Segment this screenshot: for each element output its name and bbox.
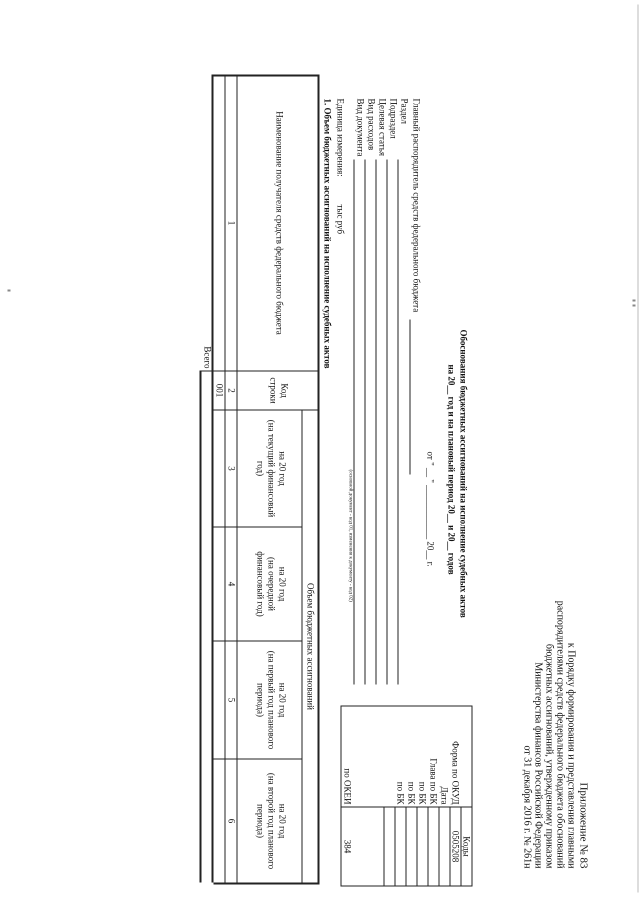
table-top-border bbox=[317, 75, 319, 883]
okud-label: Форма по ОКУД bbox=[450, 741, 460, 805]
total-row-line bbox=[200, 371, 213, 372]
codes-row-line bbox=[383, 807, 384, 886]
table-number-line bbox=[224, 75, 225, 883]
doctype-underline bbox=[353, 160, 354, 685]
col-name-header: Наименование получателя средств федерального бюджета bbox=[274, 111, 284, 335]
col-code-header: Код bbox=[279, 383, 289, 398]
row-code: 001 bbox=[214, 383, 224, 398]
col-year-header: финансовый год) bbox=[255, 551, 265, 617]
col-year-header: (на второй год планового bbox=[266, 772, 276, 870]
date-label: Дата bbox=[439, 786, 449, 805]
expense-underline bbox=[364, 160, 365, 685]
scan-speck bbox=[7, 290, 10, 292]
codes-row-line bbox=[394, 807, 395, 886]
col-year-header: периода) bbox=[255, 804, 265, 838]
document-title: Обоснования бюджетных ассигнований на исполнение судебных актов bbox=[458, 329, 468, 618]
table-header-line bbox=[236, 75, 237, 883]
table-right-border bbox=[213, 883, 319, 885]
expense-label: Вид расходов bbox=[366, 98, 376, 151]
col-year-header: на 20 год bbox=[277, 566, 287, 602]
appendix-line: от 31 декабря 2016 г. № 261н bbox=[521, 745, 532, 869]
total-label: Всего bbox=[202, 346, 212, 369]
unit-value: тыс руб bbox=[335, 204, 345, 235]
appendix-line: к Порядку формирования и представления главными bbox=[565, 642, 576, 869]
appendix-line: Министерства финансов Российской Федерации bbox=[532, 662, 543, 869]
col-year-header: на 20 год bbox=[277, 803, 287, 839]
col-number: 2 bbox=[226, 388, 236, 393]
okei-label: по ОКЕИ bbox=[342, 768, 352, 805]
codes-row-line bbox=[438, 807, 439, 886]
podrazdel-label: Подраздел bbox=[388, 98, 398, 139]
section-title: 1. Объем бюджетных ассигнований на исполнение судебных актов bbox=[322, 98, 332, 369]
target-label: Целевая статья bbox=[377, 98, 387, 156]
col-year-header: на 20 год bbox=[277, 451, 287, 486]
col-number: 3 bbox=[226, 466, 236, 471]
doctype-label: Вид документа bbox=[355, 98, 365, 157]
col-year-header: (на очередной bbox=[266, 557, 276, 611]
col-year-header: год) bbox=[255, 460, 265, 477]
volume-subheader-line bbox=[301, 410, 302, 883]
unit-label: Единица измерения: bbox=[335, 98, 345, 177]
manager-label: Главный распорядитель средств федерального бюджета bbox=[411, 98, 421, 313]
document-subtitle: на 20__ год и на плановый период 20__ и 20__ годов bbox=[446, 364, 456, 575]
razdel-label: Раздел bbox=[399, 98, 409, 124]
manager-underline bbox=[409, 320, 410, 475]
col-code-header: строки bbox=[268, 377, 278, 404]
bk-label: по БК bbox=[395, 781, 405, 805]
codes-row-line bbox=[427, 807, 428, 886]
col-number: 6 bbox=[226, 818, 236, 824]
appendix-line: распорядителями средств федерального бюджета обоснований bbox=[554, 600, 565, 869]
col-volume-header: Объем бюджетных ассигнований bbox=[305, 583, 315, 710]
col-number: 4 bbox=[226, 581, 236, 587]
codes-header: Коды bbox=[461, 836, 471, 857]
col-number: 5 bbox=[226, 697, 236, 703]
appendix-title: Приложение № 83 bbox=[577, 782, 589, 869]
codes-row-line bbox=[416, 807, 417, 886]
scan-speck bbox=[632, 300, 635, 302]
col-year-header: (на первый год планового bbox=[266, 650, 276, 750]
bk-label: по БК bbox=[406, 781, 416, 805]
col-number: 1 bbox=[226, 220, 236, 226]
table-data-line bbox=[211, 75, 213, 883]
col-year-header: на 20 год bbox=[277, 682, 287, 718]
target-underline bbox=[375, 160, 376, 685]
okud-code: 0505208 bbox=[450, 830, 460, 863]
codes-row-line bbox=[405, 807, 406, 886]
col-year-header: (на текущий финансовый bbox=[266, 419, 276, 518]
appendix-line: бюджетных ассигнований, утвержденному приказом bbox=[543, 643, 554, 869]
document-date: от " __ " ____________ 20__ г. bbox=[425, 451, 435, 567]
doctype-note: (основной документ - код 01, изменения к документу - код 02) bbox=[347, 469, 352, 602]
total-row-line bbox=[199, 371, 201, 883]
glava-label: Глава по БК bbox=[428, 758, 438, 805]
bk-label: по БК bbox=[417, 781, 427, 805]
col-year-header: периода) bbox=[255, 683, 265, 717]
razdel-underline bbox=[397, 160, 398, 685]
scan-speck bbox=[632, 305, 635, 307]
okei-code: 384 bbox=[342, 839, 352, 854]
scan-edge bbox=[637, 5, 638, 893]
podrazdel-underline bbox=[386, 160, 387, 685]
